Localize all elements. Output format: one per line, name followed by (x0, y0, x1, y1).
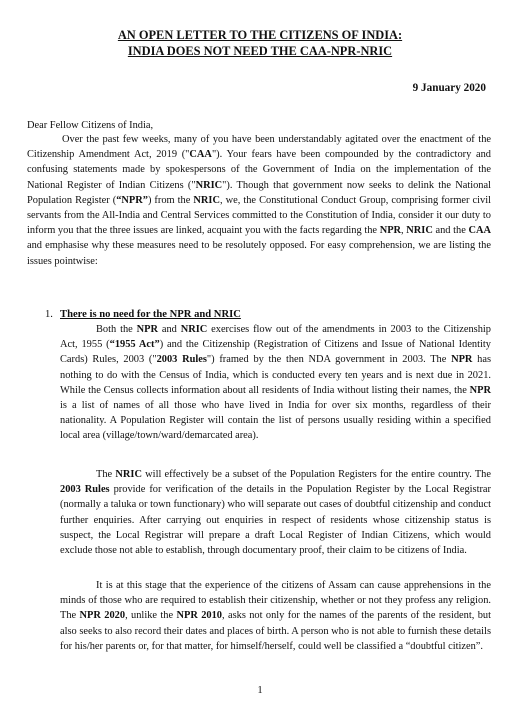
section-paragraph-nric-subset (60, 467, 491, 558)
bold-term: NRIC (195, 179, 223, 191)
bold-term: NRIC (180, 324, 208, 335)
text-run: Both the (96, 324, 137, 335)
text-run: has nothing to do with the Census of India, which is conducted every ten years and is next due in 2021. While the Census collects information about all residents of India without listing their names, the (60, 354, 491, 396)
bold-term: NRIC (193, 194, 220, 206)
bold-term: NPR (469, 384, 491, 396)
section-paragraph-npr-nric (60, 322, 491, 444)
text-run: , (401, 225, 407, 237)
text-run: "). Though that government now seeks to delink the National Population Register ( (27, 179, 491, 206)
text-run: "). Your fears have been compounded by the contradictory and confusing statements made by spokespersons of the Government of India on the implementation of the National Register of Indian Citizens (" (27, 149, 491, 191)
text-run: is a list of names of all those who have lived in India for over six months, regardless of their nationality. A Population Register will contain the list of persons usually residing within a specified local area (village/town/ward/demarcated area). (60, 400, 491, 442)
title-line-1: AN OPEN LETTER TO THE CITIZENS OF INDIA: (117, 28, 403, 42)
letter-date: 9 January 2020 (412, 82, 486, 94)
section-number: 1. (45, 309, 53, 320)
text-run: provide for verification of the details in the Population Register by the Local Registrar (normally a taluka or town functionary) who will separate out cases of doubtful citizenship and conduct further enquiries. After carrying out enquiries in respect of residents whose citizenship status is suspect, the Local Registrar will prepare a draft Local Register of Indian Citizens, which would exclude those not able to establish, through documentary proof, their claim to be citizens of India. (60, 484, 491, 557)
text-run: , unlike the (125, 610, 177, 622)
text-run: ) and the Citizenship (Registration of Citizens and Issue of National Identity Cards) Rules, 2003 (" (60, 339, 491, 366)
text-run: Over the past few weeks, many of you have been understandably agitated over the enactment of the Citizenship Amendment Act, 2019 (" (27, 134, 491, 161)
text-run: exercises flow out of the amendments in 2003 to the Citizenship Act, 1955 ( (60, 324, 491, 351)
text-run: ) from the (147, 194, 194, 206)
bold-term: NPR (136, 324, 158, 335)
bold-term: NPR (451, 354, 473, 366)
bold-term: 2003 Rules (156, 354, 207, 366)
bold-term: NPR 2010 (176, 610, 222, 622)
text-run: The (96, 469, 116, 480)
bold-term: NRIC (406, 225, 433, 237)
bold-term: “NPR” (116, 194, 148, 206)
bold-term: NPR 2020 (79, 610, 126, 622)
text-run: , we, the Constitutional Conduct Group, comprising former civil servants from the All-India and Central Services committed to the Constitution of India, consider it our duty to inform you that the three issues are linked, acquaint you with the facts regarding the (27, 194, 491, 237)
page-number: 1 (257, 685, 263, 696)
bold-term: CAA (468, 225, 491, 237)
text-run: , asks not only for the names of the parents of the resident, but also seeks to also record their dates and places of birth. A person who is not able to furnish these details for his/her parents or, for that matter, for himself/herself, could well be classified a “doubtful citizen”. (60, 610, 491, 652)
text-run: and (157, 324, 181, 335)
text-run: and the (432, 225, 469, 237)
intro-paragraph (27, 132, 491, 269)
text-run: will effectively be a subset of the Population Registers for the entire country. The (141, 469, 491, 480)
text-run: ") framed by the then NDA government in 2003. The (206, 354, 452, 366)
bold-term: “1955 Act” (109, 339, 160, 351)
text-run: It is at this stage that the experience of the citizens of Assam can cause apprehensions in the minds of those who are required to establish their citizenship, whether or not they profess any religion. The (60, 580, 491, 622)
bold-term: NPR (379, 225, 402, 237)
section-paragraph-assam (60, 578, 491, 654)
bold-term: NRIC (115, 469, 142, 480)
bold-term: 2003 Rules (60, 484, 110, 496)
section-heading: There is no need for the NPR and NRIC (60, 309, 241, 320)
salutation: Dear Fellow Citizens of India, (27, 120, 154, 131)
bold-term: CAA (189, 149, 212, 161)
title-line-2: INDIA DOES NOT NEED THE CAA-NPR-NRIC (127, 44, 393, 58)
text-run: and emphasise why these measures need to be resolutely opposed. For easy comprehension, we are listing the issues pointwise: (27, 240, 491, 267)
